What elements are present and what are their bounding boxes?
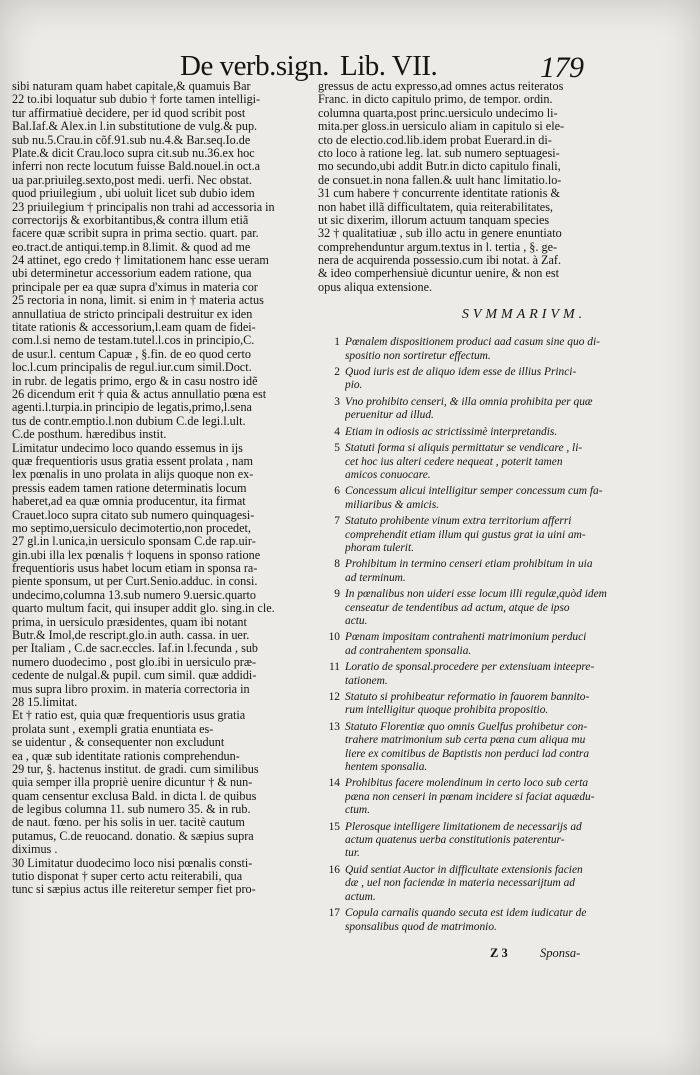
text-line: mus supra libro proxim. in materia correctoria in: [12, 682, 250, 696]
entry-line: Prohibitum in termino censeri etiam prohibitum in uia: [345, 558, 593, 571]
text-line: se uidentur , & consequenter non excludunt: [12, 736, 225, 750]
entry-line: Quid sentiat Auctor in difficultate extensionis facien: [345, 863, 583, 876]
text-line: tus de contr.emptio.l.non dubium C.de legi.l.ult.: [12, 414, 246, 428]
entry-text: [345, 907, 690, 934]
text-line: de legibus columna 11. sub numero 35. & in rub.: [12, 803, 251, 817]
entry-line: sponsalibus quod de matrimonio.: [345, 920, 497, 933]
entry-line: Statuto Florentiæ quo omnis Guelfus prohibetur con-: [345, 720, 588, 733]
entry-line: Pœnalem dispositionem produci aad casum sine quo di-: [345, 336, 600, 349]
entry-number: 9: [334, 588, 340, 601]
entry-line: dæ , uel non faciendæ in materia necessarijtum ad: [345, 877, 576, 890]
entry-line: Quod iuris est de aliquo idem esse de illius Princi-: [345, 366, 577, 379]
entry-line: cet hoc ius alteri cedere nequeat , poterit tamen: [345, 455, 563, 468]
entry-text: [345, 691, 690, 718]
text-line: non habet illã difficultatem, quia reiterabilitates,: [318, 200, 553, 214]
text-line: mo secundo,ubi addit Butr.in dicto capitulo finali,: [318, 160, 561, 174]
summary-entry: [318, 336, 690, 363]
summary-entry: [318, 777, 690, 817]
entry-text: [345, 721, 690, 775]
text-line: correctorijs & exorbitantibus,& contra illum etiã: [12, 213, 249, 227]
summary-entry: [318, 631, 690, 658]
text-line: undecimo,columna 13.sub numero 9.uersic.quarto: [12, 588, 257, 602]
entry-number: 8: [334, 558, 340, 571]
entry-line: amicos conuocare.: [345, 468, 431, 481]
text-line: numero duodecimo , post glo.ibi in uersiculo præ-: [12, 655, 257, 669]
entry-text: [345, 396, 690, 423]
text-line: agenti.l.turpia.in principio de legatis,primo,l.sena: [12, 401, 252, 415]
text-line: com.l.si nemo de testam.tutel.l.cos in principio,C.: [12, 334, 255, 348]
entry-line: phoram tulerit.: [345, 541, 414, 554]
text-line: facere quæ scribit supra in prima sectio. quart. par.: [12, 227, 259, 241]
entry-number: 6: [334, 485, 340, 498]
entry-text: [345, 661, 690, 688]
summary-entry: [318, 864, 690, 904]
entry-line: tur.: [345, 847, 360, 860]
right-column-text: [318, 80, 690, 294]
text-line: Franc. in dicto capitulo primo, de tempor. ordin.: [318, 93, 553, 107]
entry-line: Plerosque intelligere limitationem de necessarijs ad: [345, 820, 582, 833]
text-line: cto de electio.cod.lib.idem probat Euerard.in di-: [318, 133, 552, 147]
text-line: quarto multum facit, qui insuper addit glo. sing.in cle.: [12, 602, 275, 616]
summary-entry: [318, 588, 690, 628]
text-line: comprehenduntur argum.textus in l. tertia , §. ge-: [318, 240, 558, 254]
text-line: eo.tract.de antiqui.temp.in 8.limit. & quod ad me: [12, 240, 251, 254]
entry-line: Prohibitus facere molendinum in certo loco sub certa: [345, 777, 589, 790]
page-footer: [480, 946, 680, 962]
summary-entry: [318, 691, 690, 718]
text-line: annullatiua de stricto principali destruitur ex iden: [12, 307, 253, 321]
text-line: cto loco à ratione leg. lat. sub numero septuagesi-: [318, 146, 560, 160]
text-line: 25 rectoria in nona, limit. si enim in † materia actus: [12, 294, 264, 308]
text-line: mo septimo,uersiculo decimotertio,non procedet,: [12, 521, 251, 535]
entry-text: [345, 558, 690, 585]
catchword: Sponsa-: [540, 946, 581, 960]
entry-number: 4: [334, 425, 340, 438]
text-line: C.de posthum. hæredibus instit.: [12, 428, 167, 442]
entry-line: Pœnam impositam contrahenti matrimonium perduci: [345, 631, 587, 644]
summary-entry: [318, 721, 690, 775]
text-line: quam censentur exclusa Bald. in dicta l. de quibus: [12, 789, 257, 803]
entry-number: 12: [328, 691, 340, 703]
entry-text: [345, 366, 690, 393]
text-line: titate rationis & accessorium,l.eam quam de fidei-: [12, 321, 256, 335]
entry-line: Statuto prohibente vinum extra territorium afferri: [345, 515, 572, 528]
summary-entry: [318, 661, 690, 688]
text-line: Bal.Iaf.& Alex.in l.in substitutione de vulg.& pup.: [12, 120, 258, 134]
entry-number: 17: [328, 907, 340, 920]
entry-text: [345, 864, 690, 904]
text-line: ea , quæ sub identitate rationis comprehendun-: [12, 749, 240, 763]
entry-line: censeatur de tendentibus ad actum, atque de ipso: [345, 601, 570, 614]
summary-entry: [318, 821, 690, 861]
text-line: 30 Limitatur duodecimo loco nisi pœnalis consti-: [12, 856, 253, 870]
summary-entry: [318, 366, 690, 393]
text-line: inferri non recte locutum fuisse Bald.nouel.in oct.a: [12, 160, 261, 174]
entry-line: Vno prohibito censeri, & illa omnia prohibita per quæ: [345, 395, 593, 408]
summary-entry: [318, 515, 690, 555]
entry-text: [345, 485, 690, 512]
text-line: principale per ea quæ supra d'ximus in materia cor: [12, 280, 258, 294]
text-line: mita.per gloss.in uersiculo aliam in capitulo si ele-: [318, 120, 565, 134]
entry-line: miliaribus & amicis.: [345, 498, 439, 511]
text-line: loc.l.cum principalis de regul.iur.cum simil.Doct.: [12, 361, 252, 375]
text-line: diximus .: [12, 843, 58, 857]
text-line: in rubr. de legatis primo, ergo & in casu nostro idẽ: [12, 374, 258, 388]
entry-line: ctum.: [345, 804, 370, 817]
text-line: quæ frequentioris usus gratia essent prolata , nam: [12, 454, 253, 468]
entry-line: actum.: [345, 890, 376, 903]
entry-line: liere ex comitibus de Baptistis non perduci lad contra: [345, 747, 590, 760]
entry-number: 16: [328, 863, 340, 876]
entry-text: [345, 442, 690, 482]
entry-line: In pœnalibus non uideri esse locum illi regulæ,quòd idem: [345, 588, 607, 601]
signature-mark: Z 3: [490, 946, 508, 960]
entry-line: trahere matrimonium sub certa pæna cum aliqua mu: [345, 734, 586, 747]
right-column: [318, 80, 690, 937]
text-line: quia semper illa propriè uenire dicuntur † & nun-: [12, 776, 253, 790]
entry-line: ad terminum.: [345, 571, 406, 584]
text-line: 28 15.limitat.: [12, 695, 78, 709]
text-line: opus aliqua extensione.: [318, 280, 433, 294]
entry-number: 1: [334, 336, 340, 349]
text-line: putamus, C.de reuocand. donatio. & sæpius supra: [12, 829, 254, 843]
text-line: 26 dicendum erit † quia & actus annullatio pœna est: [12, 387, 267, 401]
text-line: columna quarta,post princ.uersiculo undecimo li-: [318, 106, 558, 120]
entry-number: 13: [328, 720, 340, 733]
text-line: gin.ubi illa lex pœnalis † loquens in sponso ratione: [12, 548, 261, 562]
summary-entry: [318, 442, 690, 482]
text-line: 29 tur, §. hactenus institut. de gradi. cum similibus: [12, 762, 259, 776]
entry-line: Loratio de sponsal.procedere per extensiuam inteepre-: [345, 661, 595, 674]
entry-text: [345, 515, 690, 555]
text-line: quod priuilegium , ubi uoluit licet sub dubio idem: [12, 187, 255, 201]
page-number: 179: [540, 51, 584, 84]
summary-entry: [318, 426, 690, 439]
entry-text: [345, 336, 690, 363]
entry-line: comprehendit etiam illum qui gustus grat ia uini am-: [345, 528, 586, 541]
entry-line: pio.: [345, 379, 363, 392]
summarium-heading: SVMMARIVM.: [461, 307, 587, 323]
text-line: cedente de nulgal.& pupil. cum simil. quæ addidi-: [12, 669, 257, 683]
entry-number: 3: [334, 395, 340, 408]
entry-line: hentem sponsalia.: [345, 761, 428, 774]
entry-line: ad contrahentem sponsalia.: [345, 644, 472, 657]
summary-entry: [318, 485, 690, 512]
summarium-list: [318, 336, 690, 934]
running-title: De verb.sign.: [180, 50, 329, 82]
text-line: & ideo comperhensiuè dicuntur uenire, & non est: [318, 267, 559, 281]
entry-line: pæna non censeri in pœnam incidere si faciat aquædu-: [345, 790, 595, 803]
text-line: Limitatur undecimo loco quando essemus in ijs: [12, 441, 243, 455]
text-line: de consuet.in nona fallen.& uult hanc limitatio.lo-: [318, 173, 562, 187]
entry-text: [345, 631, 690, 658]
summary-entry: [318, 396, 690, 423]
summary-entry: [318, 558, 690, 585]
text-line: Crauet.loco supra citato sub numero quinquagesi-: [12, 508, 255, 522]
text-line: 32 † qualitatiuæ , sub illo actu in genere enuntiato: [318, 227, 562, 241]
text-line: sub nu.5.Crau.in cõf.91.sub nu.4.& Bar.seq.Io.de: [12, 133, 251, 147]
text-line: tur affirmatiuè decidere, per id quod scribit post: [12, 106, 246, 120]
entry-line: rum intelligitur quoque prohibita propositio.: [345, 704, 549, 717]
text-line: 27 gl.in l.unica,in uersiculo sponsam C.de rap.uir-: [12, 535, 256, 549]
text-line: gressus de actu expresso,ad omnes actus reiteratos: [318, 80, 564, 93]
text-line: pressis eadem tamen ratione determinatis locum: [12, 481, 247, 495]
entry-text: [345, 588, 690, 628]
text-line: Et † ratio est, quia quæ frequentioris usus gratia: [12, 709, 246, 723]
text-line: 23 priuilegium † principalis non trahi ad accessoria in: [12, 200, 275, 214]
entry-line: peruenitur ad illud.: [345, 409, 434, 422]
entry-line: tationem.: [345, 674, 388, 687]
text-line: nera de acquirenda possessio.cum ibi notat. à Zaf.: [318, 254, 561, 268]
entry-line: Statuto si prohibeatur reformatio in fauorem bannito-: [345, 691, 590, 703]
text-line: haberet,ad ea quæ omnia producentur, ita firmat: [12, 495, 246, 509]
text-line: prima, in uersiculo præsidentes, quam ibi notant: [12, 615, 247, 629]
text-line: prolata sunt , exempli gratia enuntiata es-: [12, 722, 214, 736]
text-line: lex pœnalis in uno prolata in alijs quoque non ex-: [12, 468, 254, 482]
entry-number: 2: [334, 366, 340, 379]
entry-line: Etiam in odiosis ac strictissimè interpretandis.: [345, 425, 558, 438]
text-line: ua par.priuileg.sexto,post medi. uerfi. Nec obstat.: [12, 173, 252, 187]
book-label: Lib. VII.: [340, 50, 438, 82]
running-header: [180, 48, 620, 84]
entry-number: 5: [334, 442, 340, 455]
text-line: frequentioris usus habet locum etiam in sponsa ra-: [12, 562, 258, 576]
entry-line: spositio non sortiretur effectum.: [345, 349, 491, 362]
entry-text: [345, 777, 690, 817]
entry-number: 14: [328, 777, 340, 790]
entry-number: 10: [328, 631, 340, 644]
text-line: tunc si sæpius actus ille reiteretur semper fiet pro-: [12, 883, 256, 897]
entry-line: Copula carnalis quando secuta est idem iudicatur de: [345, 907, 587, 920]
summary-entry: [318, 907, 690, 934]
entry-line: Concessum alicui intelligitur semper concessum cum fa-: [345, 485, 603, 498]
text-line: per Italiam , C.de sacr.eccles. Iaf.in l.fecunda , sub: [12, 642, 259, 656]
text-line: tutio disponat † super certo actu reiterabili, qua: [12, 870, 243, 884]
text-line: 31 cum habere † concurrente identitate rationis &: [318, 187, 560, 201]
text-line: Butr.& Imol,de rescript.glo.in auth. cassa. in uer.: [12, 629, 250, 643]
entry-text: [345, 426, 690, 439]
entry-line: actu.: [345, 614, 368, 627]
entry-line: actum quatenus uerba constitutionis paterentur-: [345, 834, 565, 847]
entry-number: 7: [334, 515, 340, 528]
text-line: ut sic dixerim, illorum actuum tanquam species: [318, 213, 550, 227]
text-line: de naut. fœno. per his solis in uer. tacitè cautum: [12, 816, 245, 830]
entry-line: Statuti forma si aliquis permittatur se vendicare , li-: [345, 442, 583, 455]
text-line: Plate.& dicit Crau.loco supra cit.sub nu.36.ex hoc: [12, 146, 255, 160]
text-line: ubi determinetur accessorium eadem ratione, qua: [12, 267, 252, 281]
text-line: 24 attinet, ego credo † limitationem hanc esse ueram: [12, 254, 269, 268]
entry-number: 11: [329, 661, 340, 674]
entry-number: 15: [328, 820, 340, 833]
text-line: de usur.l. centum Capuæ , §.fin. de eo quod certo: [12, 347, 251, 361]
text-line: sibi naturam quam habet capitale,& quamuis Bar: [12, 80, 251, 93]
text-line: 22 to.ibi loquatur sub dubio † forte tamen intelligi-: [12, 93, 261, 107]
text-line: piente sponsum, ut per Curt.Senio.adduc. in consi.: [12, 575, 258, 589]
entry-text: [345, 821, 690, 861]
left-column: [12, 80, 314, 897]
